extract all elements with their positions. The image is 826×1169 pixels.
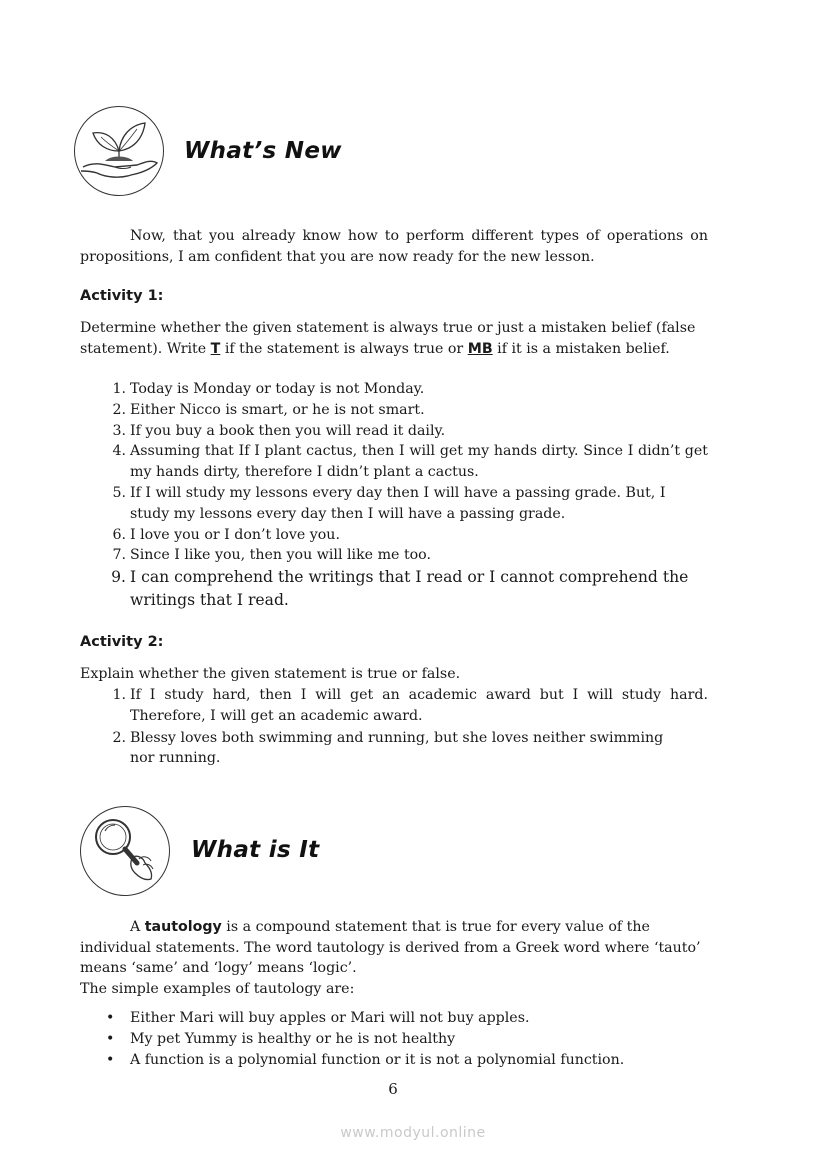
watermark: www.modyul.online — [340, 1125, 486, 1141]
intro-paragraph: Now, that you already know how to perform different types of operations on propositions, I am confident that you are now ready for the new lesson. — [80, 228, 708, 265]
activity1-list — [80, 379, 708, 612]
activity2-list — [80, 685, 708, 769]
list-item: • Either Mari will buy apples or Mari will not buy apples. — [106, 1010, 530, 1026]
activity1-heading: Activity 1: — [80, 288, 164, 304]
list-item: • My pet Yummy is healthy or he is not healthy — [106, 1030, 456, 1047]
activity2-heading: Activity 2: — [80, 634, 164, 650]
list-item: 7. Since I like you, then you will like me too. — [112, 547, 431, 564]
list-item: 2. Either Nicco is smart, or he is not smart. — [112, 401, 425, 418]
list-item: • A function is a polynomial function or it is not a polynomial function. — [106, 1051, 625, 1068]
list-item: 4. Assuming that If I plant cactus, then I will get my hands dirty. Since I didn’t get my hands dirty, therefore I didn’t plant a cactus. — [112, 443, 708, 481]
list-item: 2. Blessy loves both swimming and running, but she loves neither swimming nor running. — [112, 729, 664, 767]
key-true: T — [210, 340, 221, 357]
page-title-whats-new: What’s New — [184, 138, 342, 164]
list-item: 6. I love you or I don’t love you. — [112, 526, 340, 543]
list-item: 9. I can comprehend the writings that I read or I cannot comprehend the writings that I read. — [111, 568, 689, 610]
list-item: 1. If I study hard, then I will get an academic award but I will study hard. Therefore, I will get an academic award. — [112, 687, 708, 724]
list-item: 3. If you buy a book then you will read it daily. — [112, 422, 446, 439]
magnifying-glass-icon — [80, 806, 170, 896]
examples-intro: The simple examples of tautology are: — [80, 981, 355, 997]
activity2-instruction: Explain whether the given statement is true or false. — [80, 666, 461, 682]
list-item: 5. If I will study my lessons every day then I will have a passing grade. But, I study my lessons every day then I will have a passing grade. — [112, 484, 666, 522]
plant-in-hand-icon — [74, 106, 164, 196]
page-number: 6 — [388, 1080, 398, 1098]
activity1-instruction: Determine whether the given statement is always true or just a mistaken belief (false statement). Write T if the statement is always true or MB if it is a mistaken belief. — [80, 320, 696, 357]
page-title-what-is-it: What is It — [191, 837, 320, 863]
key-mistaken-belief: MB — [467, 340, 493, 357]
tautology-examples — [80, 1008, 708, 1070]
tautology-definition: A tautology is a compound statement that is true for every value of the individual statements. The word tautology is derived from a Greek word where ‘tauto’ means ‘same’ and ‘logy’ means ‘logic’. — [80, 919, 701, 977]
term-tautology: tautology — [144, 919, 222, 935]
list-item: 1. Today is Monday or today is not Monday. — [112, 381, 425, 397]
